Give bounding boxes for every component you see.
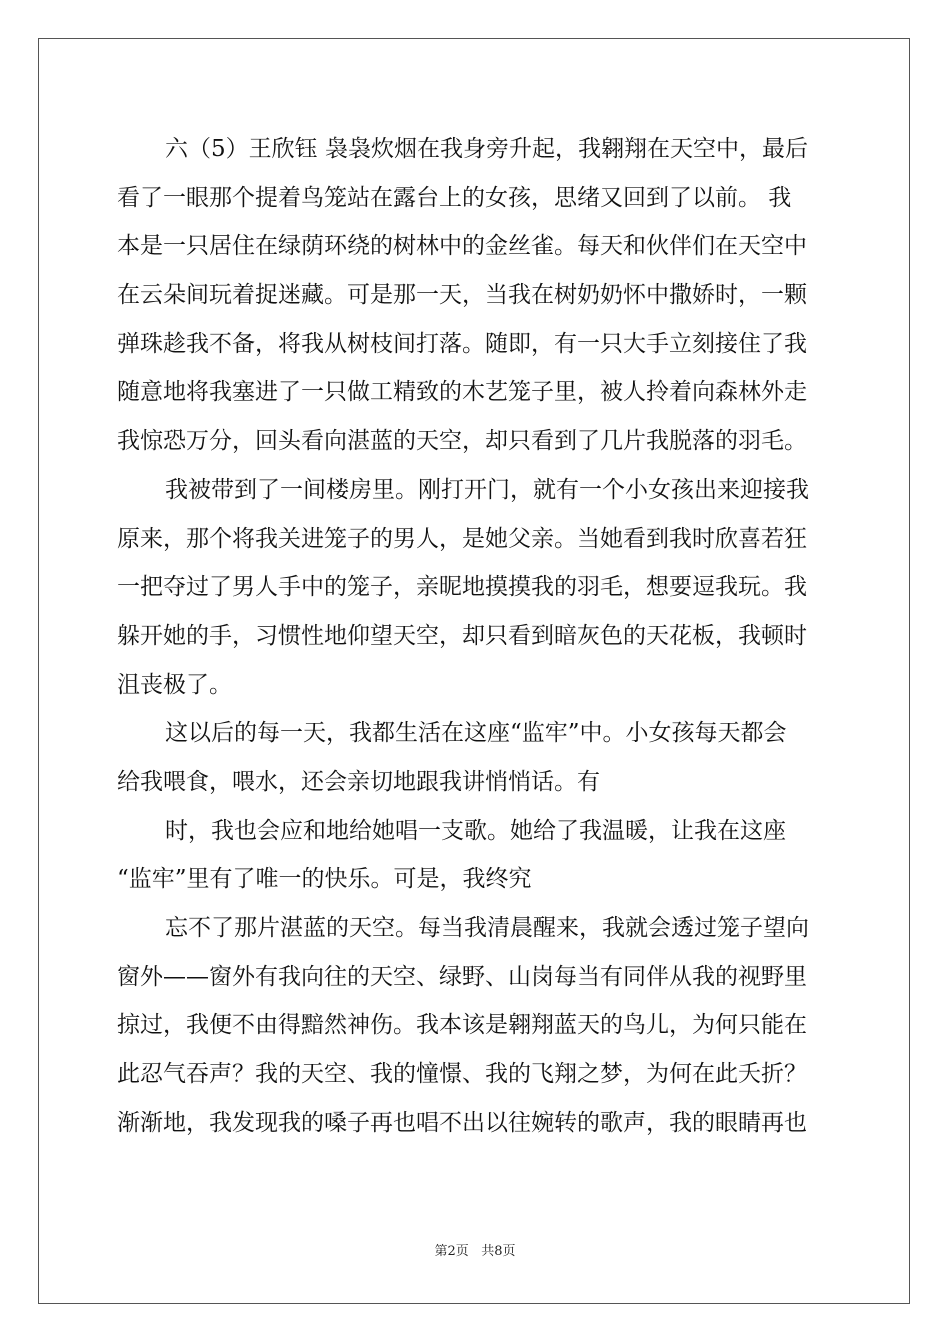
text-line: 时，我也会应和地给她唱一支歌。她给了我温暖，让我在这座	[165, 817, 786, 844]
text-line: 我惊恐万分，回头看向湛蓝的天空，却只看到了几片我脱落的羽毛。	[117, 428, 807, 455]
text-line: 躲开她的手，习惯性地仰望天空，却只看到暗灰色的天花板，我顿时	[117, 622, 807, 649]
text-line: 渐渐地，我发现我的嗓子再也唱不出以往婉转的歌声，我的眼睛再也	[117, 1109, 807, 1136]
text-line: 沮丧极了。	[117, 671, 232, 698]
text-line: 本是一只居住在绿荫环绕的树林中的金丝雀。每天和伙伴们在天空中	[117, 233, 807, 260]
page-footer	[0, 1240, 950, 1259]
text-line: 这以后的每一天，我都生活在这座“监牢”中。小女孩每天都会	[165, 720, 787, 747]
text-line: “监牢”里有了唯一的快乐。可是，我终究	[117, 866, 532, 893]
total-pages: 共8页	[481, 1244, 516, 1259]
page-number: 第2页	[434, 1244, 469, 1259]
text-line: 一把夺过了男人手中的笼子，亲昵地摸摸我的羽毛，想要逗我玩。我	[117, 574, 807, 601]
essay-body	[117, 125, 837, 1147]
text-line: 此忍气吞声？我的天空、我的憧憬、我的飞翔之梦，为何在此夭折？	[117, 1061, 807, 1088]
text-line: 窗外——窗外有我向往的天空、绿野、山岗每当有同伴从我的视野里	[117, 963, 807, 990]
text-line: 掠过，我便不由得黯然神伤。我本该是翱翔蓝天的鸟儿，为何只能在	[117, 1012, 807, 1039]
text-line: 六（5）王欣钰 袅袅炊烟在我身旁升起，我翱翔在天空中，最后	[165, 136, 808, 162]
text-line: 我被带到了一间楼房里。刚打开门，就有一个小女孩出来迎接我	[165, 476, 809, 503]
text-line: 给我喂食，喂水，还会亲切地跟我讲悄悄话。有	[117, 768, 600, 795]
text-line: 原来，那个将我关进笼子的男人，是她父亲。当她看到我时欣喜若狂	[117, 525, 807, 552]
text-line: 看了一眼那个提着鸟笼站在露台上的女孩，思绪又回到了以前。 我	[117, 184, 792, 211]
text-line: 随意地将我塞进了一只做工精致的木艺笼子里，被人拎着向森林外走	[117, 379, 807, 406]
text-line: 忘不了那片湛蓝的天空。每当我清晨醒来，我就会透过笼子望向	[165, 915, 809, 941]
text-line: 弹珠趁我不备，将我从树枝间打落。随即，有一只大手立刻接住了我	[117, 330, 807, 357]
text-line: 在云朵间玩着捉迷藏。可是那一天，当我在树奶奶怀中撒娇时，一颗	[117, 282, 807, 309]
